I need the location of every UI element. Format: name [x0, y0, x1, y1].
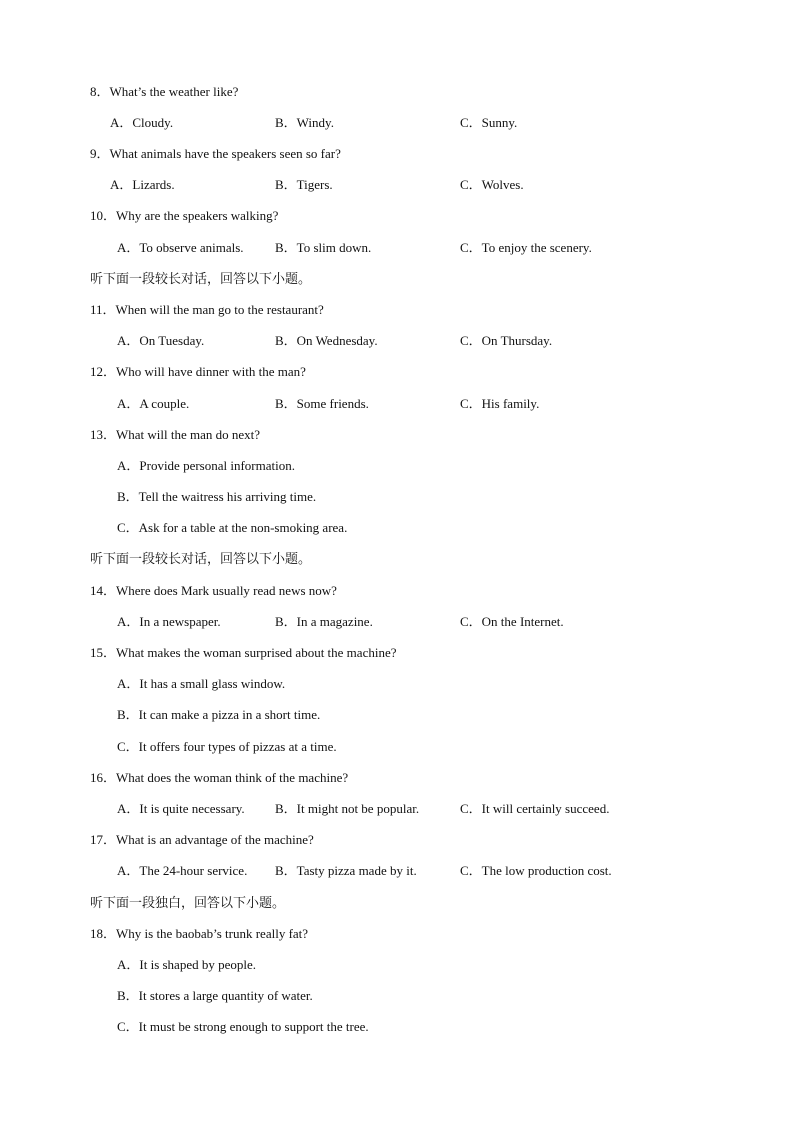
q8-option-a: A．Cloudy. — [110, 115, 174, 130]
q16-option-b: B．It might not be popular. — [275, 801, 420, 816]
q9-option-c: C．Wolves. — [460, 177, 524, 192]
q10-option-a: A．To observe animals. — [117, 240, 244, 255]
question-14: 14．Where does Mark usually read news now? — [90, 583, 337, 598]
question-11: 11．When will the man go to the restaurant? — [90, 302, 324, 317]
q18-option-b: B．It stores a large quantity of water. — [117, 988, 313, 1003]
q18-option-a: A．It is shaped by people. — [117, 957, 257, 972]
q11-option-a: A．On Tuesday. — [117, 333, 205, 348]
q17-option-b: B．Tasty pizza made by it. — [275, 863, 417, 878]
q9-option-a: A．Lizards. — [110, 177, 175, 192]
q15-option-c: C．It offers four types of pizzas at a time. — [117, 739, 337, 754]
q14-option-c: C．On the Internet. — [460, 614, 564, 629]
q8-option-c: C．Sunny. — [460, 115, 518, 130]
q12-option-a: A．A couple. — [117, 396, 190, 411]
q16-option-a: A．It is quite necessary. — [117, 801, 245, 816]
section-heading: 听下面一段较长对话，回答以下小题。 — [90, 271, 312, 286]
q8-option-b: B．Windy. — [275, 115, 334, 130]
question-13: 13．What will the man do next? — [90, 427, 261, 442]
q14-option-b: B．In a magazine. — [275, 614, 373, 629]
q17-option-c: C．The low production cost. — [460, 863, 612, 878]
q13-option-b: B．Tell the waitress his arriving time. — [117, 489, 317, 504]
q18-option-c: C．It must be strong enough to support the tree. — [117, 1019, 369, 1034]
section-heading: 听下面一段独白，回答以下小题。 — [90, 895, 286, 910]
q16-option-c: C．It will certainly succeed. — [460, 801, 610, 816]
q13-option-c: C．Ask for a table at the non-smoking area. — [117, 520, 348, 535]
q12-option-c: C．His family. — [460, 396, 540, 411]
q15-option-a: A．It has a small glass window. — [117, 676, 286, 691]
q10-option-c: C．To enjoy the scenery. — [460, 240, 592, 255]
q11-option-b: B．On Wednesday. — [275, 333, 378, 348]
question-8: 8．What’s the weather like? — [90, 84, 239, 99]
q9-option-b: B．Tigers. — [275, 177, 333, 192]
q11-option-c: C．On Thursday. — [460, 333, 553, 348]
q13-option-a: A．Provide personal information. — [117, 458, 295, 473]
section-heading: 听下面一段较长对话，回答以下小题。 — [90, 551, 312, 566]
question-12: 12．Who will have dinner with the man? — [90, 364, 306, 379]
question-15: 15．What makes the woman surprised about the machine? — [90, 645, 397, 660]
q17-option-a: A．The 24-hour service. — [117, 863, 248, 878]
question-16: 16．What does the woman think of the machine? — [90, 770, 349, 785]
question-10: 10．Why are the speakers walking? — [90, 208, 279, 223]
q12-option-b: B．Some friends. — [275, 396, 369, 411]
q15-option-b: B．It can make a pizza in a short time. — [117, 707, 321, 722]
question-18: 18．Why is the baobab’s trunk really fat? — [90, 926, 309, 941]
question-9: 9．What animals have the speakers seen so far? — [90, 146, 341, 161]
q10-option-b: B．To slim down. — [275, 240, 372, 255]
q14-option-a: A．In a newspaper. — [117, 614, 221, 629]
question-17: 17．What is an advantage of the machine? — [90, 832, 314, 847]
